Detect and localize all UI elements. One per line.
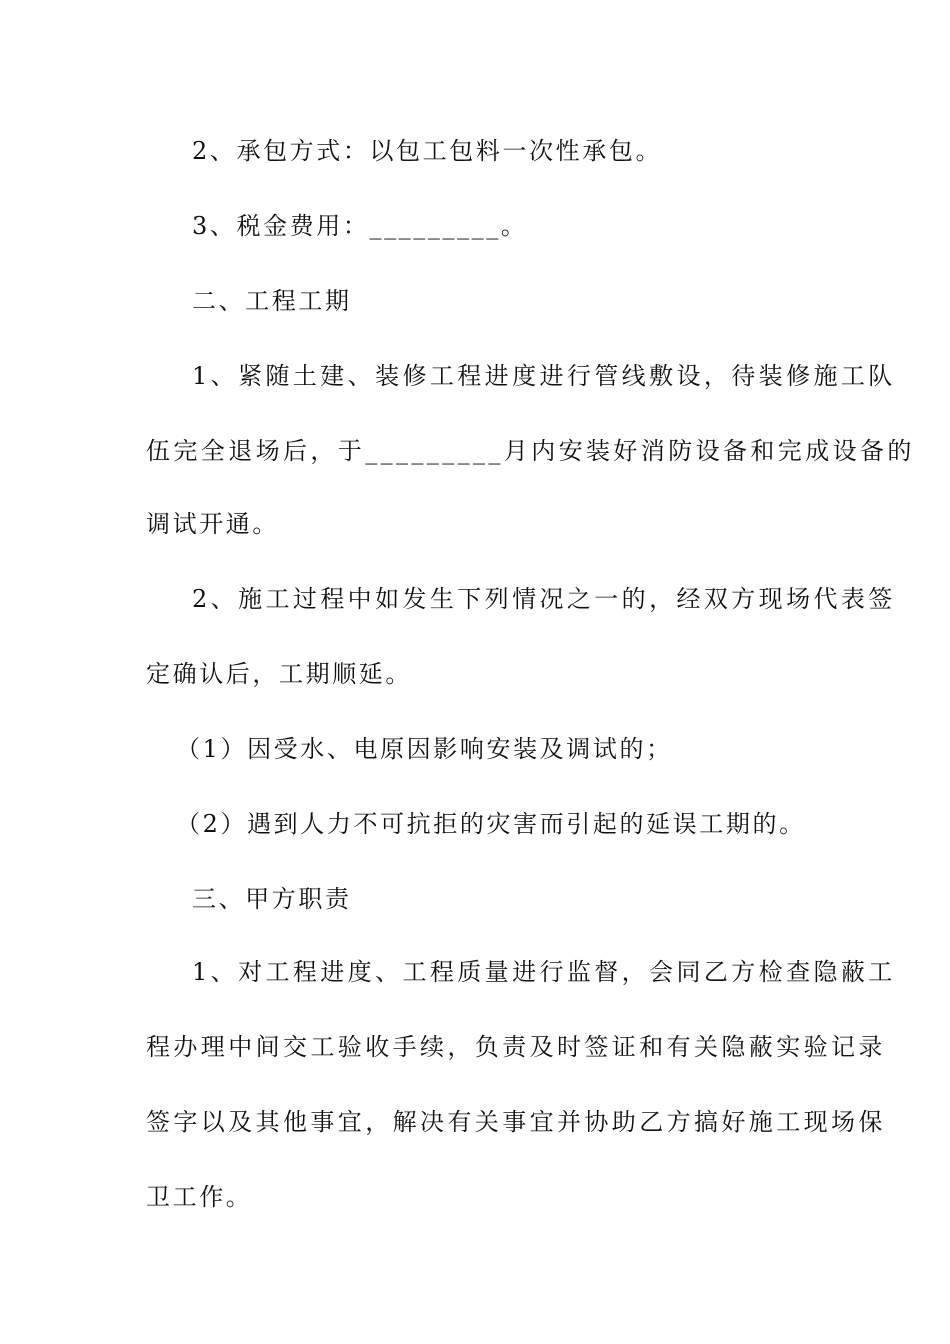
schedule-item-2-line-1: 2、施工过程中如发生下列情况之一的，经双方现场代表签 [192, 585, 896, 613]
schedule-item-1-line-2: 伍完全退场后，于_________月内安装好消防设备和完成设备的 [146, 437, 915, 465]
delay-condition-2: （2）遇到人力不可抗拒的灾害而引起的延误工期的。 [176, 810, 806, 838]
schedule-item-1-line-1: 1、紧随土建、装修工程进度进行管线敷设，待装修施工队 [192, 362, 896, 390]
section-heading-party-a: 三、甲方职责 [192, 885, 352, 913]
contract-method-line: 2、承包方式：以包工包料一次性承包。 [192, 137, 663, 165]
party-a-duty-line-4: 卫工作。 [146, 1183, 253, 1211]
tax-fee-line: 3、税金费用：_________。 [192, 212, 528, 240]
schedule-item-2-line-2: 定确认后，工期顺延。 [146, 660, 412, 688]
party-a-duty-line-3: 签字以及其他事宜，解决有关事宜并协助乙方搞好施工现场保 [146, 1108, 886, 1136]
schedule-item-1-line-3: 调试开通。 [146, 510, 279, 538]
section-heading-schedule: 二、工程工期 [192, 287, 352, 315]
delay-condition-1: （1）因受水、电原因影响安装及调试的； [176, 735, 673, 763]
party-a-duty-line-1: 1、对工程进度、工程质量进行监督，会同乙方检查隐蔽工 [192, 958, 896, 986]
party-a-duty-line-2: 程办理中间交工验收手续，负责及时签证和有关隐蔽实验记录 [146, 1033, 886, 1061]
